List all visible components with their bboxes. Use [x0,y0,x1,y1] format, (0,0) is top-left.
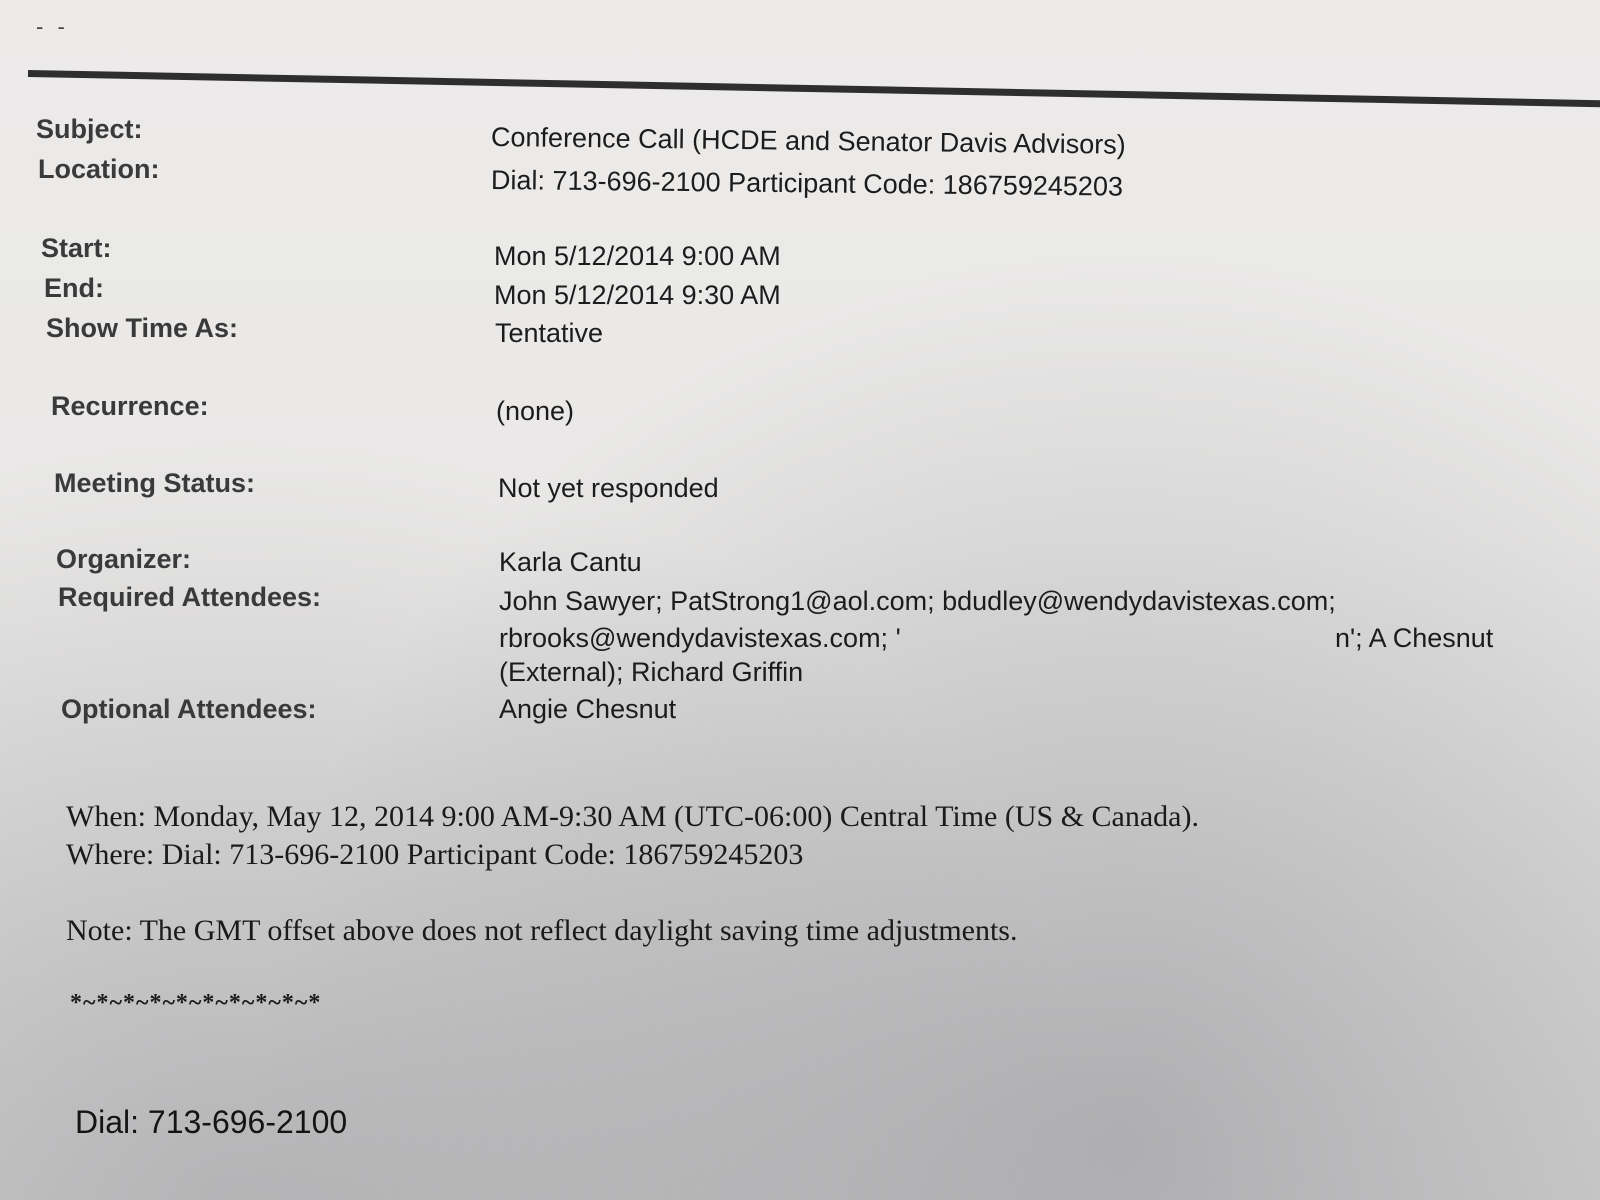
gmt-note: Note: The GMT offset above does not reflect daylight saving time adjustments. [66,914,1018,947]
start-value: Mon 5/12/2014 9:00 AM [494,241,781,271]
subject-label: Subject: [36,114,143,144]
organizer-value: Karla Cantu [499,547,642,577]
show-time-as-value: Tentative [495,318,604,348]
meeting-status-value: Not yet responded [498,473,719,503]
show-time-as-label: Show Time As: [46,313,239,343]
required-attendees-line-2-left: rbrooks@wendydavistexas.com; ' [499,623,901,653]
recurrence-value: (none) [496,396,575,426]
start-label: Start: [41,233,112,263]
recurrence-label: Recurrence: [51,391,209,421]
separator-line: *~*~*~*~*~*~*~*~*~* [70,990,322,1016]
show-through-text [560,8,1460,68]
required-attendees-line-3: (External); Richard Griffin [499,657,804,687]
subject-value: Conference Call (HCDE and Senator Davis Advisors) [490,122,1126,160]
required-attendees-label: Required Attendees: [58,582,322,612]
location-label: Location: [38,154,160,184]
required-attendees-line-1: John Sawyer; PatStrong1@aol.com; bdudley@wendydavistexas.com; [499,586,1336,616]
page-top-marks: - - [36,14,69,39]
required-attendees-line-2-right: n'; A Chesnut [1335,623,1494,653]
end-label: End: [44,273,104,303]
end-value: Mon 5/12/2014 9:30 AM [494,280,781,310]
organizer-label: Organizer: [56,544,192,574]
when-line: When: Monday, May 12, 2014 9:00 AM-9:30 AM (UTC-06:00) Central Time (US & Canada). [66,800,1199,833]
header-rule [28,70,1600,107]
where-line: Where: Dial: 713-696-2100 Participant Code: 186759245203 [66,838,804,871]
optional-attendees-label: Optional Attendees: [61,694,317,724]
optional-attendees-value: Angie Chesnut [499,694,677,724]
location-value: Dial: 713-696-2100 Participant Code: 186759245203 [490,165,1124,202]
dial-line: Dial: 713-696-2100 [75,1104,348,1140]
meeting-status-label: Meeting Status: [54,468,256,498]
